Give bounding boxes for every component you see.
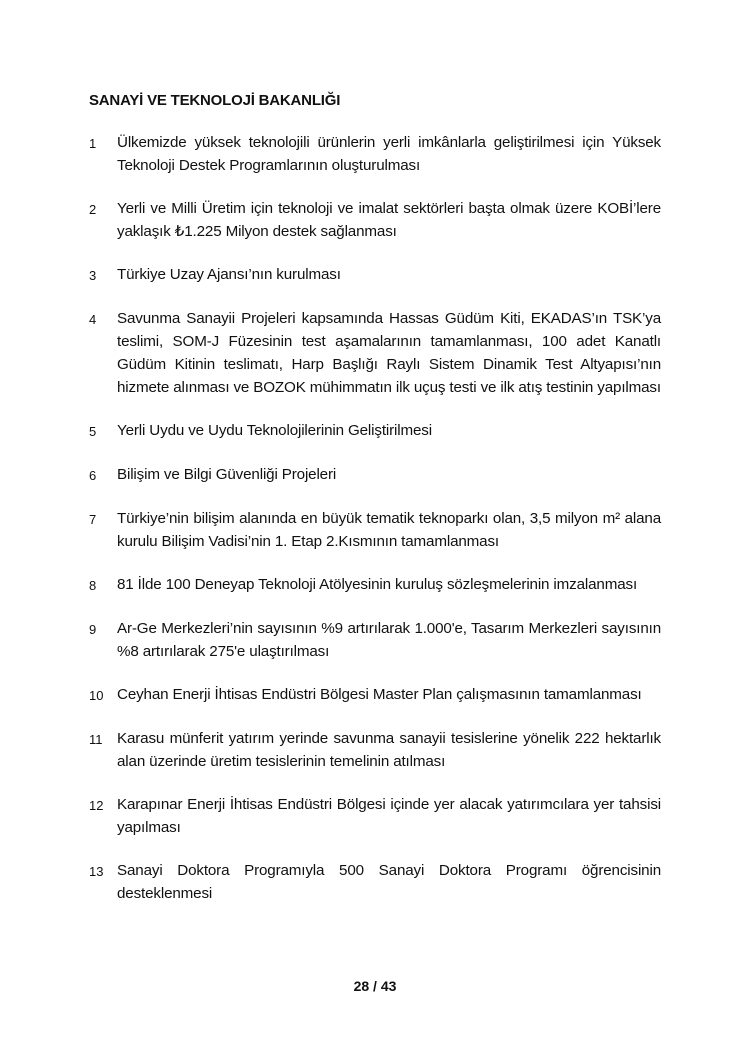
item-number: 11: [89, 732, 103, 747]
item-text: Karapınar Enerji İhtisas Endüstri Bölgesi içinde yer alacak yatırımcılara yer tahsisi yapılması: [117, 796, 661, 836]
list-item: [89, 419, 661, 443]
list-item: [89, 197, 661, 243]
item-number: 8: [89, 578, 97, 593]
list-item: [89, 683, 661, 707]
document-page: [89, 90, 661, 925]
list-item: [89, 131, 661, 177]
item-number: 1: [89, 136, 97, 151]
list-item: [89, 507, 661, 553]
list-item: [89, 307, 661, 399]
item-text: Ar-Ge Merkezleri’nin sayısının %9 artırılarak 1.000'e, Tasarım Merkezleri sayısının %8 artırılarak 275'e ulaştırılması: [117, 620, 661, 660]
item-text: Savunma Sanayii Projeleri kapsamında Hassas Güdüm Kiti, EKADAS’ın TSK’ya teslimi, SOM-J Füzesinin test aşamalarının tamamlanması, 100 adet Kanatlı Güdüm Kitinin teslimatı, Harp Başlığı Raylı Sistem Dinamik Test Altyapısı’nın hizmete alınması ve BOZOK mühimmatın ilk uçuş testi ve ilk atış testinin yapılması: [117, 310, 661, 396]
item-text: Bilişim ve Bilgi Güvenliği Projeleri: [117, 466, 337, 483]
list-item: [89, 617, 661, 663]
page-number: 28 / 43: [353, 978, 397, 994]
list-item: [89, 263, 661, 287]
item-number: 5: [89, 424, 97, 439]
list-item: [89, 727, 661, 773]
list-item: [89, 859, 661, 905]
item-text: Yerli Uydu ve Uydu Teknolojilerinin Geliştirilmesi: [117, 422, 432, 439]
item-number: 6: [89, 468, 97, 483]
item-number: 2: [89, 202, 97, 217]
item-text: Ceyhan Enerji İhtisas Endüstri Bölgesi Master Plan çalışmasının tamamlanması: [117, 686, 642, 703]
item-number: 4: [89, 312, 97, 327]
item-number: 3: [89, 268, 97, 283]
item-number: 10: [89, 688, 104, 703]
item-number: 13: [89, 864, 104, 879]
item-text: Türkiye’nin bilişim alanında en büyük tematik teknoparkı olan, 3,5 milyon m² alana kurulu Bilişim Vadisi’nin 1. Etap 2.Kısmının tamamlanması: [117, 510, 661, 550]
item-number: 7: [89, 512, 97, 527]
item-number: 9: [89, 622, 97, 637]
item-text: 81 İlde 100 Deneyap Teknoloji Atölyesinin kuruluş sözleşmelerinin imzalanması: [117, 576, 638, 593]
list-item: [89, 793, 661, 839]
item-number: 12: [89, 798, 104, 813]
item-text: Karasu münferit yatırım yerinde savunma sanayii tesislerine yönelik 222 hektarlık alan üzerinde üretim tesislerinin temelinin atılması: [117, 730, 661, 770]
item-text: Sanayi Doktora Programıyla 500 Sanayi Doktora Programı öğrencisinin desteklenmesi: [117, 862, 661, 902]
list-item: [89, 573, 661, 597]
item-text: Ülkemizde yüksek teknolojili ürünlerin yerli imkânlarla geliştirilmesi için Yüksek Teknoloji Destek Programlarının oluşturulması: [117, 134, 661, 174]
section-heading: SANAYİ VE TEKNOLOJİ BAKANLIĞI: [89, 92, 341, 109]
item-text: Türkiye Uzay Ajansı’nın kurulması: [117, 266, 341, 283]
item-text: Yerli ve Milli Üretim için teknoloji ve imalat sektörleri başta olmak üzere KOBİ’lere yaklaşık ₺1.225 Milyon destek sağlanması: [117, 200, 661, 240]
list-item: [89, 463, 661, 487]
